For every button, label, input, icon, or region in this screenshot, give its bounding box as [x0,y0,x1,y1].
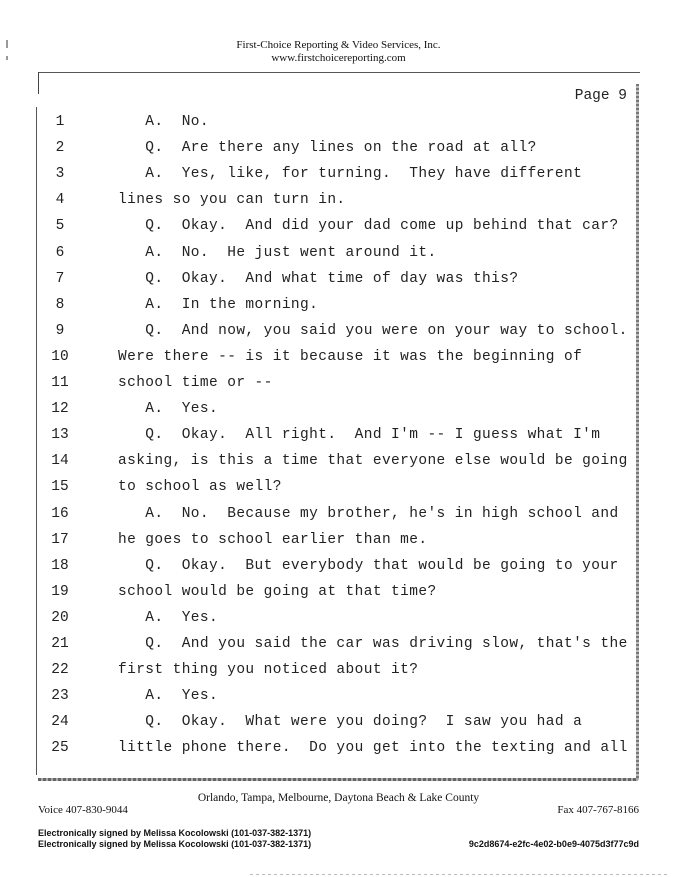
line-text: A. No. He just went around it. [118,244,437,261]
line-text: A. Yes. [118,609,219,626]
line-number: 12 [51,401,69,418]
transcript-line [0,323,677,343]
line-number: 5 [55,218,65,235]
line-text: Q. And now, you said you were on your way to school. [118,322,628,339]
footer-voice-number: Voice 407-830-9044 [38,804,128,816]
line-text: A. In the morning. [118,296,319,313]
line-number: 7 [55,270,65,287]
footer-locations: Orlando, Tampa, Melbourne, Daytona Beach & Lake County [197,792,480,804]
frame-top-border [38,72,640,73]
line-number: 1 [55,114,65,130]
line-text: A. No. [118,114,210,130]
transcript-line [0,297,677,317]
transcript-line [0,218,677,238]
line-text: asking, is this a time that everyone else would be going [118,453,628,470]
line-text: lines so you can turn in. [118,192,346,209]
line-text: Q. Okay. And did your dad come up behind that car? [118,218,619,235]
footer-fax-number: Fax 407-767-8166 [557,804,639,816]
line-number: 19 [51,583,69,600]
transcript-line [0,245,677,265]
line-text: A. Yes. [118,688,219,705]
electronic-signature: Electronically signed by Melissa Kocolowski (101-037-382-1371) [38,839,312,849]
line-number: 6 [55,244,65,261]
line-number: 17 [51,531,69,548]
transcript-line [0,349,677,369]
transcript-line [0,114,677,134]
transcript-line [0,192,677,212]
bottom-rule [250,874,670,875]
header-website: www.firstchoicereporting.com [271,52,406,64]
line-text: he goes to school earlier than me. [118,531,428,548]
scan-mark [6,40,8,48]
transcript-line [0,166,677,186]
line-text: A. No. Because my brother, he's in high school and [118,505,619,522]
transcript-line [0,740,677,760]
transcript-line [0,479,677,499]
line-number: 15 [51,479,69,496]
line-number: 22 [51,662,69,679]
line-number: 9 [55,322,65,339]
line-number: 24 [51,714,69,731]
line-text: Q. Okay. And what time of day was this? [118,270,519,287]
line-number: 23 [51,688,69,705]
line-number: 10 [51,348,69,365]
transcript-line [0,610,677,630]
line-text: little phone there. Do you get into the texting and all [118,740,628,757]
frame-left-border [38,72,39,94]
line-text: Q. Okay. But everybody that would be going to your [118,557,619,574]
line-text: Q. Okay. What were you doing? I saw you had a [118,714,583,731]
transcript-line [0,714,677,734]
transcript-line [0,662,677,682]
line-text: Were there -- is it because it was the beginning of [118,348,583,365]
transcript-line [0,375,677,395]
document-hash: 9c2d8674-e2fc-4e02-b0e9-4075d3f77c9d [468,839,639,849]
line-text: school would be going at that time? [118,583,437,600]
transcript-line [0,532,677,552]
line-number: 11 [51,375,69,391]
transcript-line [0,584,677,604]
transcript-line [0,401,677,421]
line-number: 2 [55,140,65,157]
line-number: 14 [51,453,69,470]
line-number: 21 [51,636,69,652]
transcript-line [0,506,677,526]
transcript-line [0,636,677,656]
line-number: 13 [51,427,69,444]
line-text: A. Yes, like, for turning. They have different [118,166,583,183]
transcript-line [0,688,677,708]
header-company: First-Choice Reporting & Video Services, Inc. [236,39,441,51]
line-number: 25 [51,740,69,757]
transcript-line [0,427,677,447]
line-text: first thing you noticed about it? [118,662,419,679]
transcript-line [0,558,677,578]
transcript-line [0,271,677,291]
scan-mark [6,56,8,60]
line-number: 20 [51,609,69,626]
line-text: Q. Okay. All right. And I'm -- I guess what I'm [118,427,601,444]
electronic-signature: Electronically signed by Melissa Kocolowski (101-037-382-1371) [38,828,312,838]
line-number: 3 [55,166,65,183]
line-text: Q. And you said the car was driving slow, that's the [118,636,628,652]
transcript-line [0,140,677,160]
line-number: 16 [51,505,69,522]
transcript-line [0,453,677,473]
frame-bottom-border [38,778,638,781]
line-text: to school as well? [118,479,282,496]
line-number: 18 [51,557,69,574]
line-text: school time or -- [118,375,273,391]
line-text: A. Yes. [118,401,219,418]
line-number: 8 [55,296,65,313]
line-text: Q. Are there any lines on the road at all? [118,140,537,157]
page-number: Page 9 [574,88,627,104]
line-number: 4 [55,192,65,209]
